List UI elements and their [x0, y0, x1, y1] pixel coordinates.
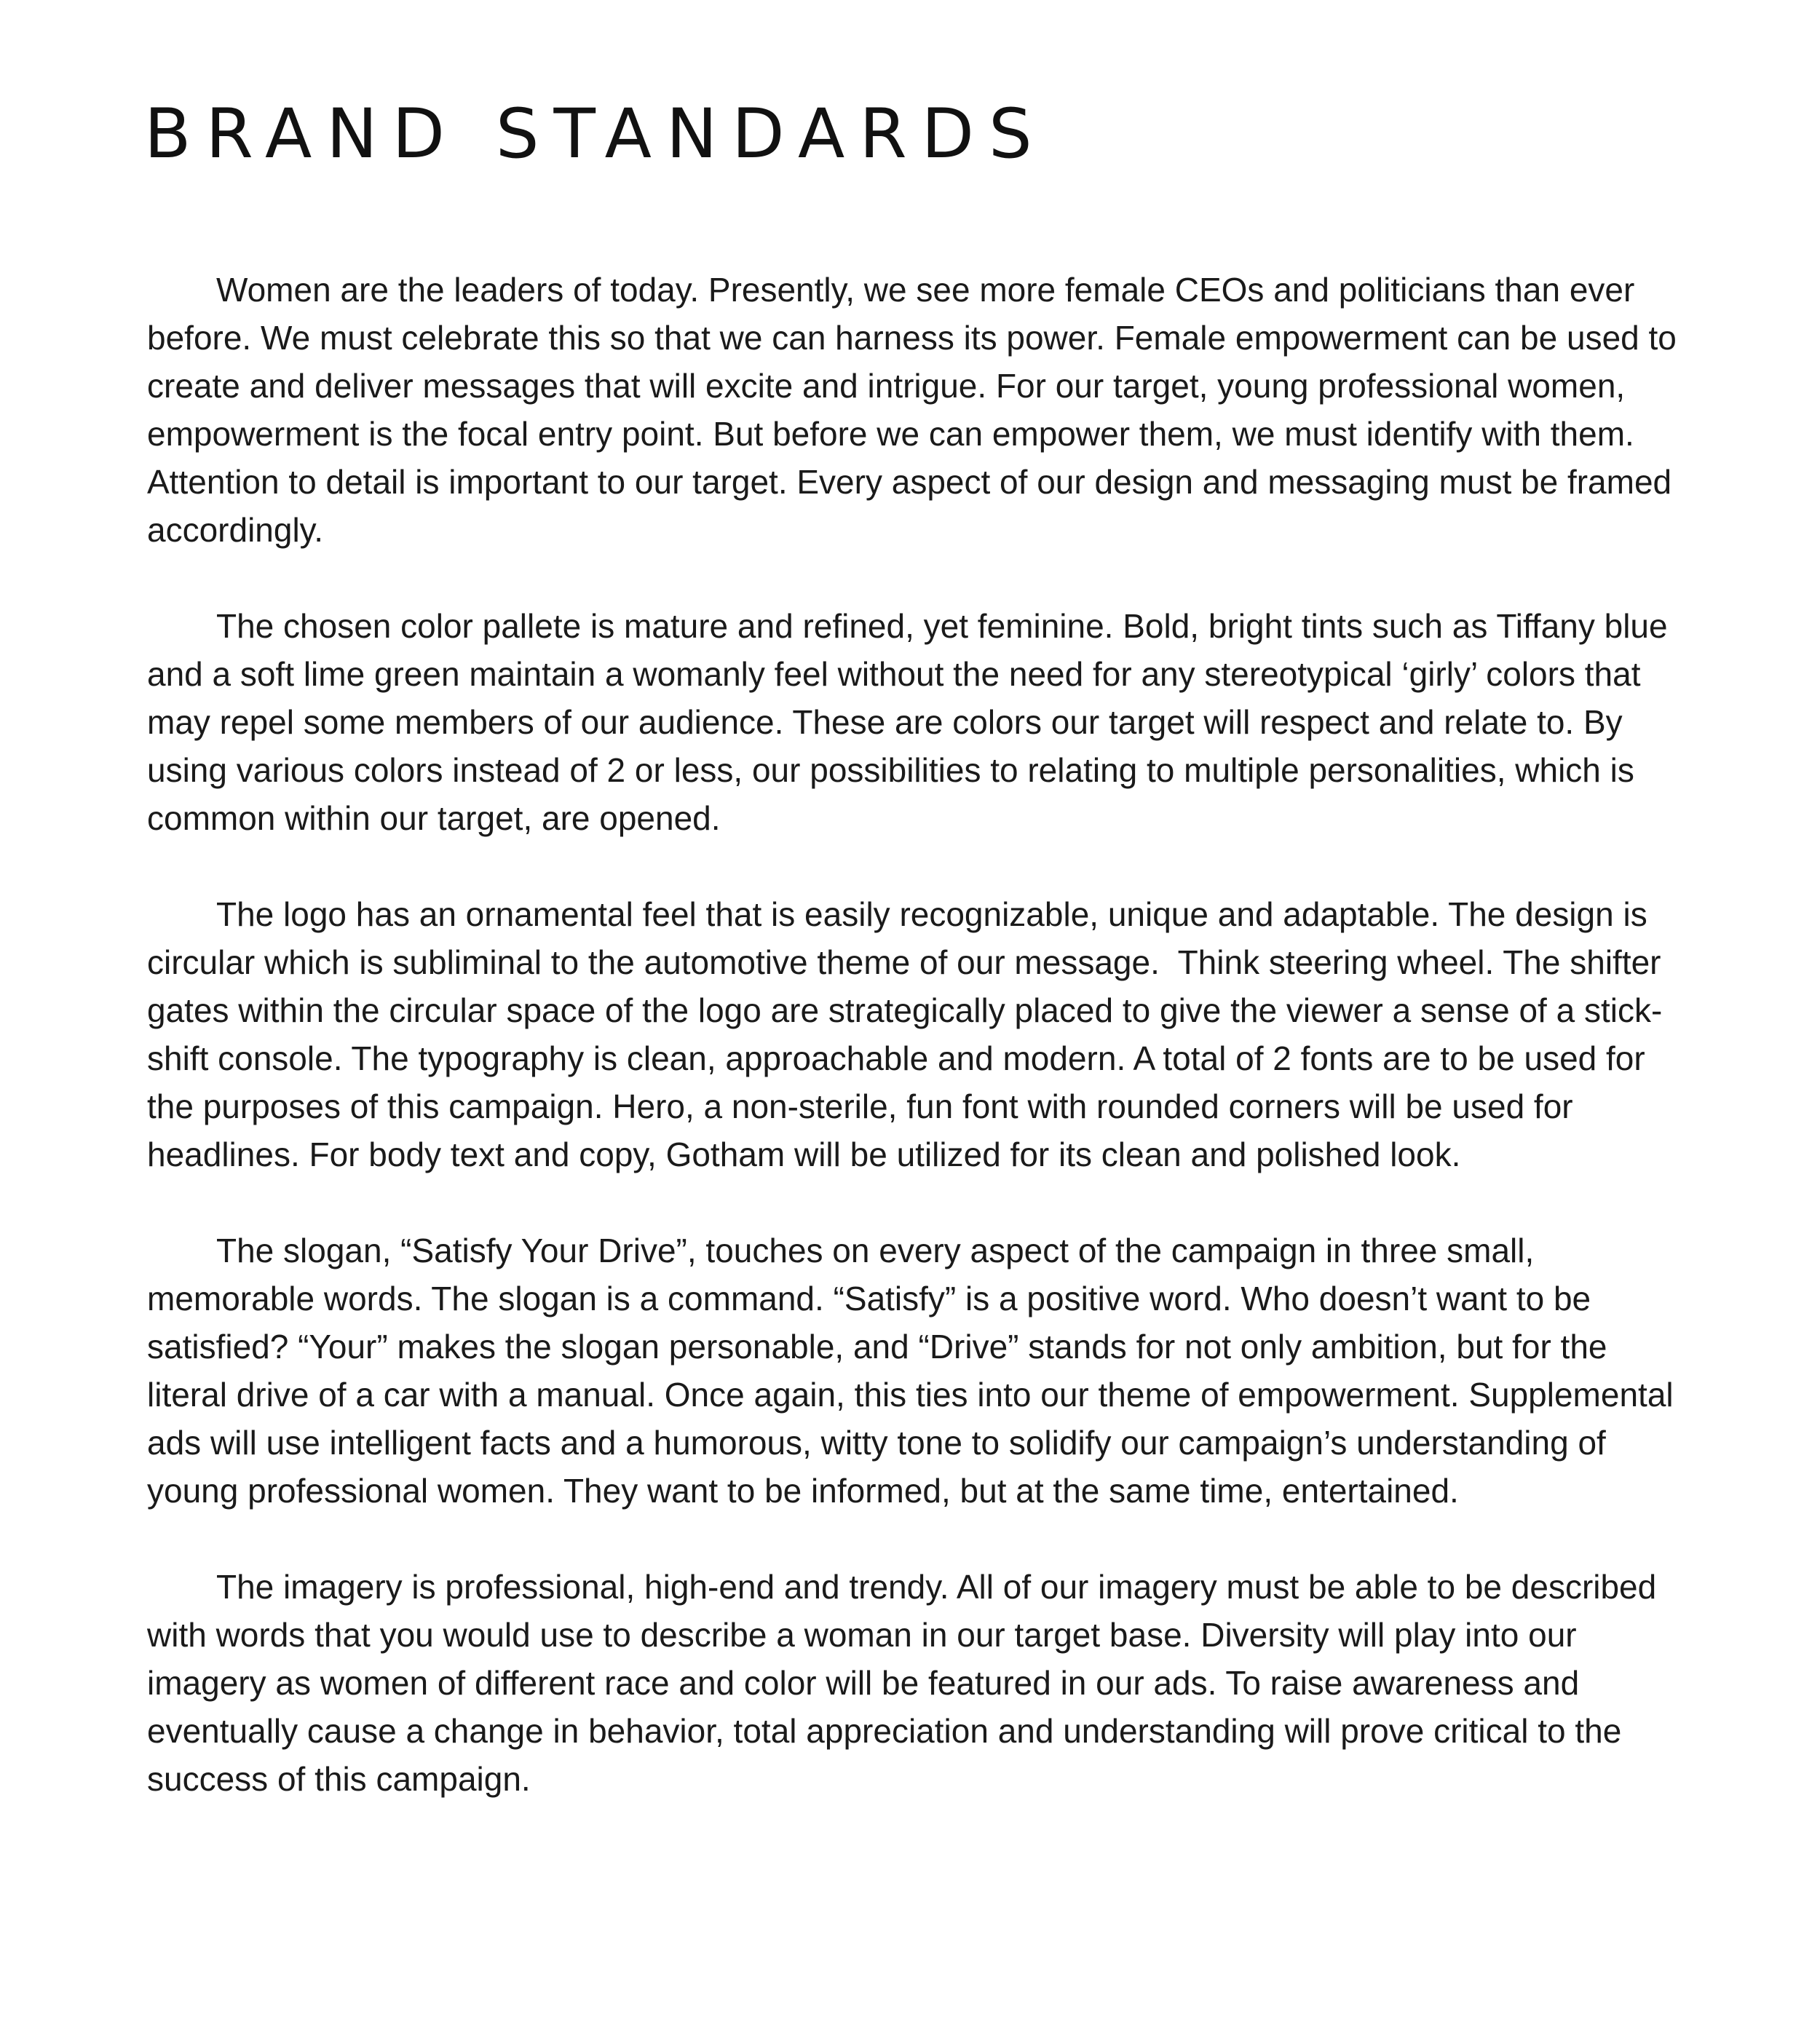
page-title: BRAND STANDARDS: [144, 95, 1047, 174]
paragraph-women-leaders: Women are the leaders of today. Presently, we see more female CEOs and politicians than ever before. We must celebrate this so that we can harness its power. Female empowerment can be used to create and deliver messages that will excite and intrigue. For our target, young professional women, empowerment is the focal entry point. But before we can empower them, we must identify with them. Attention to detail is important to our target. Every aspect of our design and messaging must be framed accordingly.: [147, 271, 1686, 549]
paragraph-slogan: The slogan, “Satisfy Your Drive”, touches on every aspect of the campaign in three small, memorable words. The slogan is a command. “Satisfy” is a positive word. Who doesn’t want to be satisfied? “Your” makes the slogan personable, and “Drive” stands for not only ambition, but for the literal drive of a car with a manual. Once again, this ties into our theme of empowerment. Supplemental ads will use intelligent facts and a humorous, witty tone to solidify our campaign’s understanding of young professional women. They want to be informed, but at the same time, entertained.: [147, 1232, 1683, 1510]
paragraph-imagery: The imagery is professional, high-end and trendy. All of our imagery must be able to be described with words that you would use to describe a woman in our target base. Diversity will play into our imagery as women of different race and color will be featured in our ads. To raise awareness and eventually cause a change in behavior, total appreciation and understanding will prove critical to the success of this campaign.: [147, 1568, 1666, 1798]
paragraph-logo: The logo has an ornamental feel that is easily recognizable, unique and adaptable. The design is circular which is subliminal to the automotive theme of our message. Think steering wheel. The shifter gates within the circular space of the logo are strategically placed to give the viewer a sense of a stick-shift console. The typography is clean, approachable and modern. A total of 2 fonts are to be used for the purposes of this campaign. Hero, a non-sterile, fun font with rounded corners will be used for headlines. For body text and copy, Gotham will be utilized for its clean and polished look.: [147, 895, 1671, 1173]
body-text: [147, 266, 1690, 1803]
paragraph-color-palette: The chosen color pallete is mature and refined, yet feminine. Bold, bright tints such as Tiffany blue and a soft lime green maintain a womanly feel without the need for any stereotypical ‘girly’ colors that may repel some members of our audience. These are colors our target will respect and relate to. By using various colors instead of 2 or less, our possibilities to relating to multiple personalities, which is common within our target, are opened.: [147, 607, 1677, 837]
